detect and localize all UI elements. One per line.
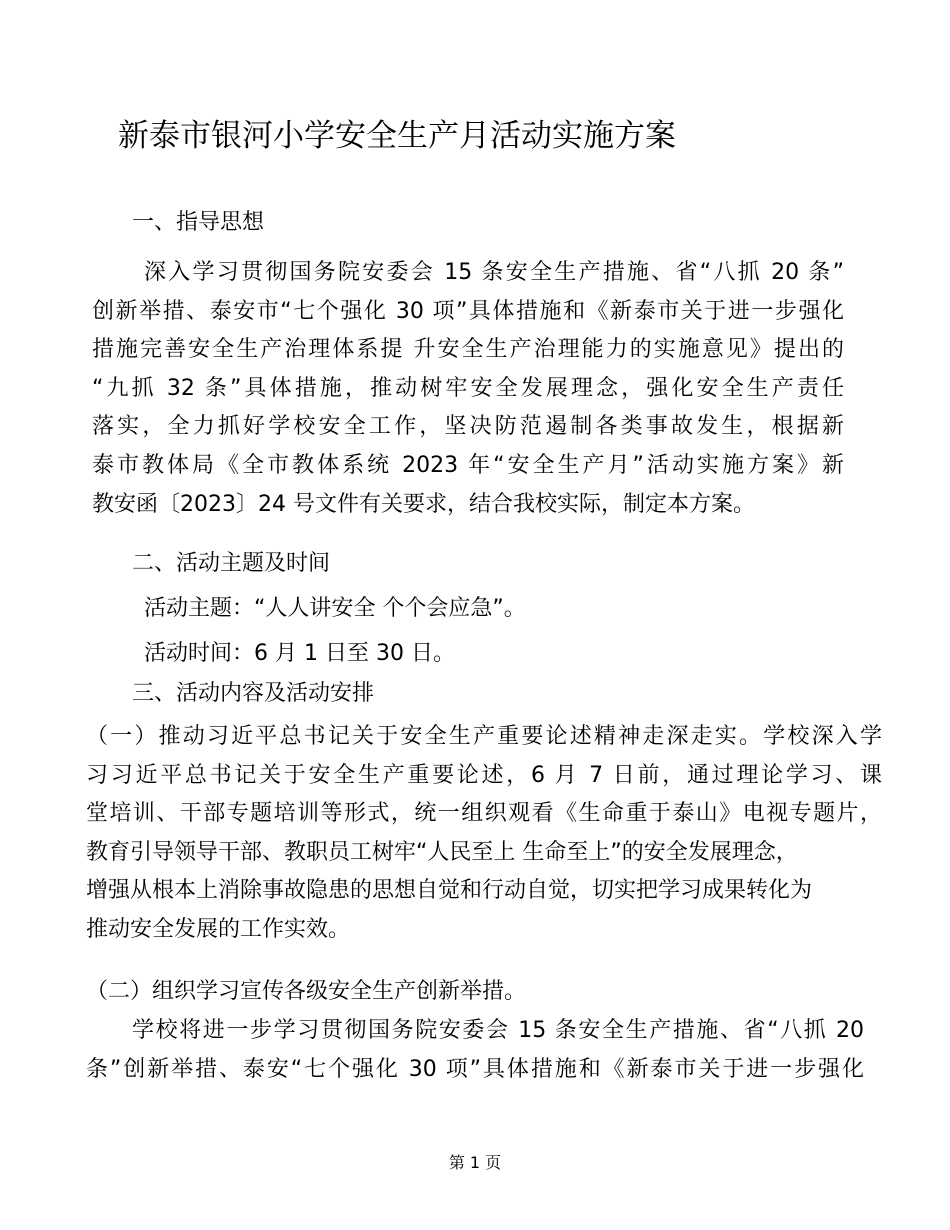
paragraph-line: 教育引导领导干部、教职员工树牢“人民至上 生命至上”的安全发展理念， — [86, 839, 798, 865]
document-title: 新泰市银河小学安全生产月活动实施方案 — [118, 118, 676, 154]
section-heading-content-schedule: 三、活动内容及活动安排 — [132, 681, 375, 706]
paragraph-line: 措施完善安全生产治理体系提 升安全生产治理能力的实施意见》提出的 — [92, 337, 844, 363]
item-two-heading: （二）组织学习宣传各级安全生产创新举措。 — [86, 979, 527, 1004]
guiding-ideology-paragraph — [92, 254, 844, 524]
paragraph-line: 创新举措、泰安市“七个强化 30 项”具体措施和《新泰市关于进一步强化 — [92, 298, 844, 324]
paragraph-line: 深入学习贯彻国务院安委会 15 条安全生产措施、省“八抓 20 条” — [144, 260, 844, 285]
page-number: 第 1 页 — [448, 1153, 502, 1172]
item-two-paragraph — [86, 1012, 864, 1089]
paragraph-line: 泰市教体局《全市教体系统 2023 年“安全生产月”活动实施方案》新 — [92, 452, 844, 478]
paragraph-line: 增强从根本上消除事故隐患的思想自觉和行动自觉，切实把学习成果转化为 — [86, 878, 813, 904]
section-heading-guiding-ideology: 一、指导思想 — [132, 210, 265, 235]
activity-theme: 活动主题：“人人讲安全 个个会应急”。 — [144, 596, 526, 621]
paragraph-line: 落实，全力抓好学校安全工作，坚决防范遏制各类事故发生，根据新 — [92, 414, 844, 440]
paragraph-line: 学校将进一步学习贯彻国务院安委会 15 条安全生产措施、省“八抓 20 — [132, 1018, 864, 1043]
paragraph-line: 推动安全发展的工作实效。 — [86, 916, 351, 942]
paragraph-line: 教安函〔2023〕24 号文件有关要求，结合我校实际，制定本方案。 — [92, 491, 755, 517]
paragraph-line: 堂培训、干部专题培训等形式，统一组织观看《生命重于泰山》电视专题片， — [86, 801, 882, 827]
item-one-paragraph — [86, 718, 882, 950]
section-heading-theme-time: 二、活动主题及时间 — [132, 551, 331, 576]
paragraph-line: “九抓 32 条”具体措施，推动树牢安全发展理念，强化安全生产责任 — [92, 375, 844, 401]
paragraph-line: （一）推动习近平总书记关于安全生产重要论述精神走深走实。学校深入学 — [86, 724, 882, 749]
paragraph-line: 习习近平总书记关于安全生产重要论述，6 月 7 日前，通过理论学习、课 — [86, 762, 882, 788]
paragraph-line: 条”创新举措、泰安“七个强化 30 项”具体措施和《新泰市关于进一步强化 — [86, 1056, 864, 1082]
activity-time: 活动时间：6 月 1 日至 30 日。 — [144, 641, 455, 666]
